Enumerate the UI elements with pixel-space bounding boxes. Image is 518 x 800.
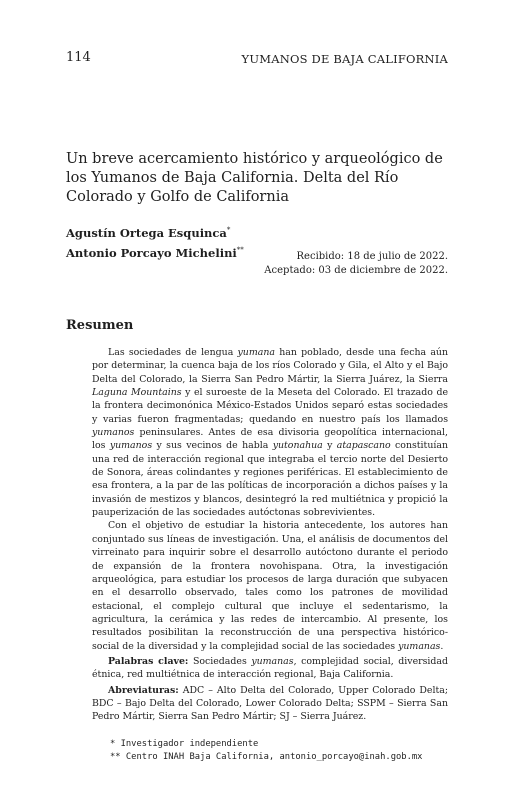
footnote-2: ** Centro INAH Baja California, antonio_porcayo@inah.gob.mx: [110, 751, 423, 762]
text-run: y el suroeste de la Meseta del Colorado. El trazado de la frontera decimonónica México-Estados Unidos separó estas sociedades y varias fueron fragmentadas; quedando en nuestro país los llamados: [92, 387, 448, 425]
text-run: y: [322, 440, 337, 452]
footnote-1: * Investigador independiente: [110, 739, 259, 749]
text-run: y sus vecinos de habla: [152, 440, 273, 452]
text-run: Las sociedades de lengua: [108, 347, 238, 358]
keywords-label: Palabras clave:: [108, 655, 189, 667]
footnotes: [110, 738, 422, 763]
text-run: constituían una red de interacción regional que integraba el tercio norte del Desierto de Sonora, áreas colindantes y regiones periféricas. El establecimiento de esa frontera, a la par de las políticas de incorporación a dichos países y la invasión de mestizos y blancos, desintegró la red multiétnica y propició la pauperización de las sociedades autóctonas sobrevivientes.: [92, 440, 448, 519]
accepted-date: Aceptado: 03 de diciembre de 2022.: [264, 265, 448, 276]
author-1-mark: *: [226, 226, 231, 234]
text-run: .: [440, 640, 444, 652]
italic-term: yumanos: [92, 427, 135, 439]
page-number: 114: [66, 50, 91, 65]
abstract-paragraph-2: [92, 519, 448, 652]
author-2: [66, 242, 244, 262]
running-title: YUMANOS DE BAJA CALIFORNIA: [241, 52, 448, 66]
text-run: , complejidad social, diversidad étnica, red multiétnica de interacción regional, Baja California.: [92, 655, 449, 681]
abstract-body: [92, 346, 448, 724]
italic-term: yutonahua: [272, 440, 323, 452]
text-run: han poblado, desde una fecha aún por determinar, la cuenca baja de los ríos Colorado y Gila, el Alto y el Bajo Delta del Colorado, la Sierra San Pedro Mártir, la Sierra Juárez, la Sierra: [92, 347, 449, 385]
italic-term: Laguna Mountains: [92, 387, 182, 399]
article-title: Un breve acercamiento histórico y arqueológico de los Yumanos de Baja California. Delta del Río Colorado y Golfo de California: [66, 151, 443, 205]
author-2-mark: **: [236, 245, 244, 254]
author-1-name: Agustín Ortega Esquinca: [66, 225, 227, 240]
text-run: ADC – Alto Delta del Colorado, Upper Colorado Delta; BDC – Bajo Delta del Colorado, Lower Colorado Delta; SSPM – Sierra San Pedro Mártir, Sierra San Pedro Mártir; SJ – Sierra Juárez.: [92, 684, 448, 723]
text-run: peninsulares. Antes de esa divisoria geopolítica internacional, los: [92, 427, 448, 452]
abstract-heading: Resumen: [66, 318, 134, 333]
submission-dates: [264, 250, 448, 278]
abstract-paragraph-1: [92, 346, 448, 519]
abbreviations-label: Abreviaturas:: [108, 684, 179, 696]
abbreviations: [92, 684, 448, 724]
italic-term: yumana: [237, 347, 275, 358]
author-list: [66, 222, 244, 262]
text-run: Sociedades: [188, 655, 252, 667]
keywords: [92, 655, 448, 682]
italic-term: yumanos: [109, 440, 153, 452]
italic-term: yumanas: [251, 655, 294, 667]
author-2-name: Antonio Porcayo Michelini: [66, 245, 237, 260]
received-date: Recibido: 18 de julio de 2022.: [296, 251, 448, 262]
author-1: [66, 222, 244, 242]
italic-term: atapascano: [336, 440, 391, 452]
italic-term: yumanas: [398, 640, 441, 652]
text-run: Con el objetivo de estudiar la historia antecedente, los autores han conjuntado sus líneas de investigación. Una, el análisis de documentos del virreinato para inquirir sobre el desarrollo autóctono durante el periodo de expansión de la frontera novohispana. Otra, la investigación arqueológica, para estudiar los procesos de larga duración que subyacen en el desarrollo observado, tales como los patrones de movilidad estacional, el complejo cultural que incluye el sedentarismo, la agricultura, la cerámica y las redes de intercambio. Al presente, los resultados posibilitan la reconstrucción de una perspectiva histórico-social de la diversidad y la complejidad social de las sociedades: [92, 520, 448, 652]
